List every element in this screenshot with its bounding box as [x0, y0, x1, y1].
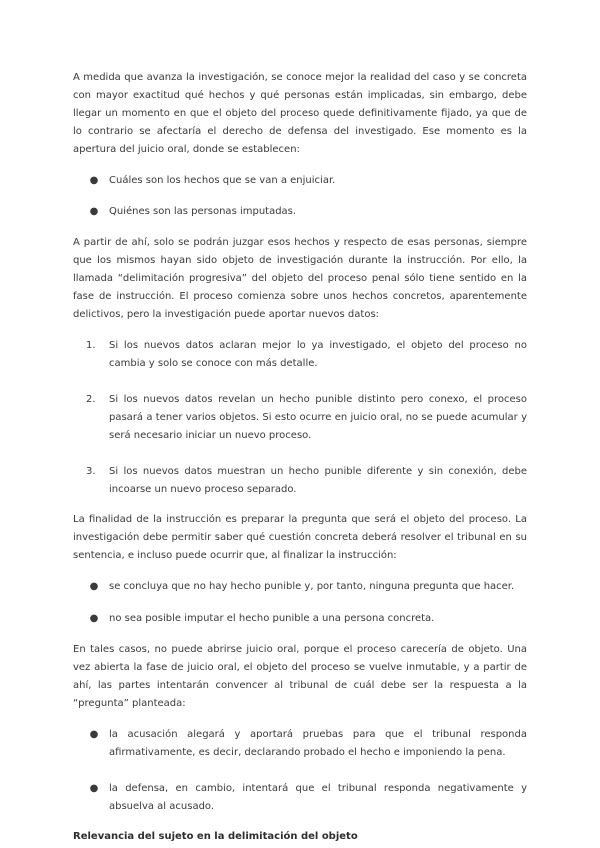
list-item: ● Cuáles son los hechos que se van a enjuiciar.: [73, 172, 527, 190]
list-item: ● se concluya que no hay hecho punible y, por tanto, ninguna pregunta que hacer.: [73, 578, 527, 596]
section-heading: Relevancia del sujeto en la delimitación del objeto: [73, 831, 358, 842]
bullet-icon: ●: [89, 783, 99, 794]
list-end-instruction: [73, 578, 527, 628]
list-new-data: [73, 337, 527, 499]
list-item: 1. Si los nuevos datos aclaran mejor lo ya investigado, el objeto del proceso no cambia y solo se conoce con más detalle.: [86, 340, 527, 369]
bullet-icon: ●: [89, 581, 99, 592]
list-item: ● Quiénes son las personas imputadas.: [73, 203, 527, 221]
paragraph-intro: A medida que avanza la investigación, se conoce mejor la realidad del caso y se concreta con mayor exactitud qué hechos y qué personas están implicadas, sin embargo, debe llegar un momento en que el objeto del proceso quede definitivamente fijado, ya que de lo contrario se afectaría el derecho de defensa del investigado. Ese momento es la apertura del juicio oral, donde se establecen:: [73, 72, 527, 155]
list-item: 3. Si los nuevos datos muestran un hecho punible diferente y sin conexión, debe incoarse un nuevo proceso separado.: [86, 466, 527, 495]
list-item: 2. Si los nuevos datos revelan un hecho punible distinto pero conexo, el proceso pasará a tener varios objetos. Si esto ocurre en juicio oral, no se puede acumular y será necesario iniciar un nuevo proceso.: [86, 394, 527, 441]
list-established: [73, 172, 527, 221]
list-item: ● la acusación alegará y aportará pruebas para que el tribunal responda afirmativamente, es decir, declarando probado el hecho e imponiendo la pena.: [73, 726, 527, 762]
list-parties: [73, 726, 527, 816]
list-item: ● no sea posible imputar el hecho punible a una persona concreta.: [73, 610, 527, 628]
list-item: ● la defensa, en cambio, intentará que el tribunal responda negativamente y absuelva al acusado.: [73, 780, 527, 816]
bullet-icon: ●: [89, 175, 99, 186]
bullet-icon: ●: [89, 613, 99, 624]
bullet-icon: ●: [89, 206, 99, 217]
paragraph-delimitation: A partir de ahí, solo se podrán juzgar esos hechos y respecto de esas personas, siempre que los mismos hayan sido objeto de investigación durante la instrucción. Por ello, la llamada “delimitación progresiva” del objeto del proceso penal sólo tiene sentido en la fase de instrucción. El proceso comienza sobre unos hechos concretos, aparentemente delictivos, pero la investigación puede aportar nuevos datos:: [73, 237, 527, 320]
paragraph-purpose: La finalidad de la instrucción es preparar la pregunta que será el objeto del proceso. La investigación debe permitir saber qué cuestión concreta deberá resolver el tribunal en su sentencia, e incluso puede ocurrir que, al finalizar la instrucción:: [73, 514, 527, 561]
bullet-icon: ●: [89, 729, 99, 740]
paragraph-oral-trial: En tales casos, no puede abrirse juicio oral, porque el proceso carecería de objeto. Una vez abierta la fase de juicio oral, el objeto del proceso se vuelve inmutable, y a partir de ahí, las partes intentarán convencer al tribunal de cuál debe ser la respuesta a la “pregunta” planteada:: [73, 644, 527, 709]
